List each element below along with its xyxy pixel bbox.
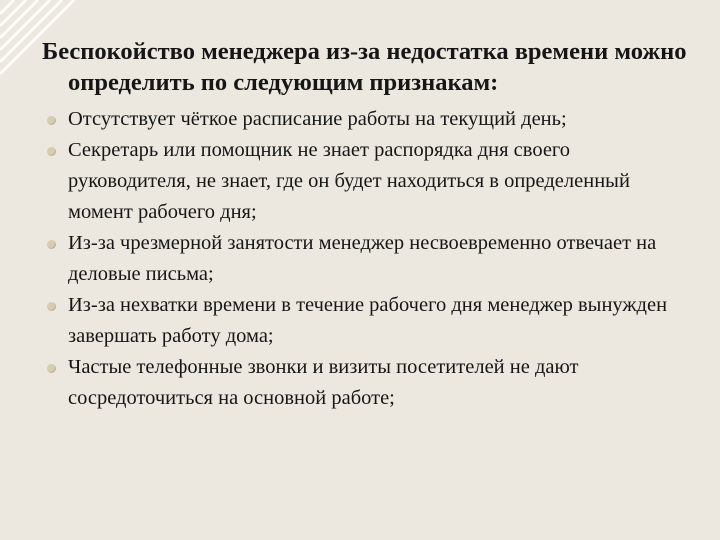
- list-item: [42, 104, 692, 135]
- list-item-text: Из-за чрезмерной занятости менеджер несвоевременно отвечает на деловые письма;: [68, 232, 657, 285]
- list-item-text: Из-за нехватки времени в течение рабочего дня менеджер вынужден завершать работу дома;: [68, 294, 668, 347]
- bullet-dot-icon: [47, 364, 56, 373]
- bullet-dot-icon: [47, 147, 56, 156]
- list-item: [42, 228, 692, 290]
- list-item-text: Частые телефонные звонки и визиты посетителей не дают сосредоточиться на основной работе;: [68, 356, 579, 409]
- bullet-dot-icon: [47, 302, 56, 311]
- list-item-text: Секретарь или помощник не знает распорядка дня своего руководителя, не знает, где он будет находиться в определенный момент рабочего дня;: [68, 139, 630, 223]
- slide-content: [42, 36, 692, 414]
- list-item: [42, 352, 692, 414]
- list-item-text: Отсутствует чёткое расписание работы на текущий день;: [68, 108, 567, 130]
- list-item: [42, 290, 692, 352]
- slide-lead-text: Беспокойство менеджера из-за недостатка времени можно определить по следующим признакам:: [42, 38, 687, 96]
- list-item: [42, 135, 692, 228]
- bullet-dot-icon: [47, 240, 56, 249]
- bullet-list: [42, 104, 692, 414]
- bullet-dot-icon: [47, 116, 56, 125]
